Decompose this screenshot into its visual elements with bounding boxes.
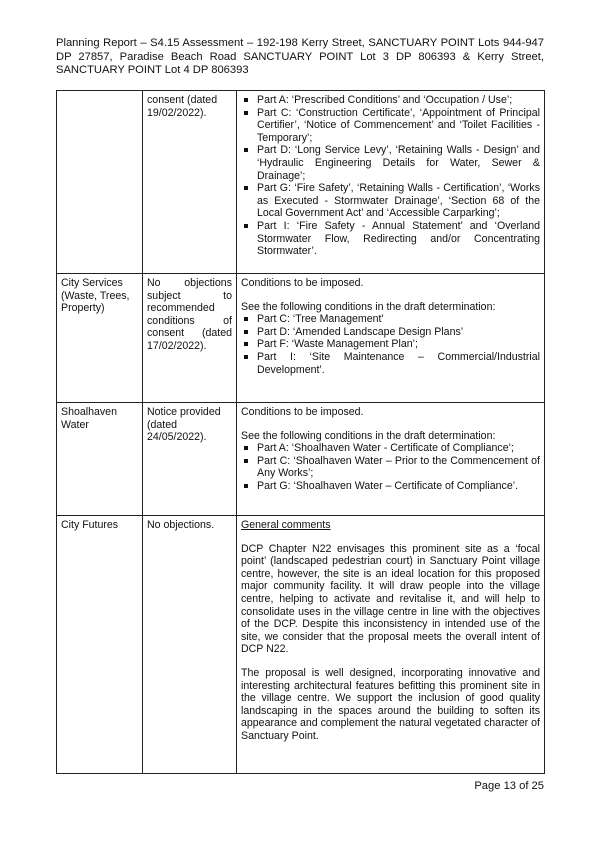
comments-cell (237, 403, 545, 516)
comments-cell (237, 516, 545, 774)
condition-list (241, 313, 540, 376)
list-item: Part C: ‘Tree Management’ (241, 313, 540, 326)
comment-heading: General comments (241, 519, 331, 531)
comment-text: See the following conditions in the draft determination: (241, 300, 496, 313)
comment-text: See the following conditions in the draft determination: (241, 429, 496, 442)
dept-cell: City Services (Waste, Trees, Property) (57, 274, 143, 403)
comment-text: Conditions to be imposed. (241, 277, 364, 289)
list-item: Part C: ‘Shoalhaven Water – Prior to the Commencement of Any Works’; (241, 455, 540, 480)
dept-cell: City Futures (57, 516, 143, 774)
table-row (57, 274, 545, 403)
response-cell: Notice provided (dated 24/05/2022). (143, 403, 237, 516)
condition-list (241, 442, 540, 492)
list-item: Part I: ‘Fire Safety - Annual Statement’ and ‘Overland Stormwater Flow, Redirecting and/or Concentrating Stormwater’. (241, 220, 540, 258)
list-item: Part F: ‘Waste Management Plan’; (241, 338, 540, 351)
referral-table (56, 90, 545, 774)
comment-text: DCP Chapter N22 envisages this prominent site as a ‘focal point’ (landscaped pedestrian court) in Sanctuary Point village centre, however, the site is an ideal location for this proposed major community facility. It will draw people into the village centre, helping to activate and revitalise it, and will help to consolidate uses in the village centre in line with the objectives of the DCP. Despite this inconsistency in intended use of the site, we consider that the proposal meets the overall intent of DCP N22. (241, 542, 540, 656)
list-item: Part I: ‘Site Maintenance – Commercial/Industrial Development’. (241, 351, 540, 376)
comment-text: The proposal is well designed, incorporating innovative and interesting architectural features befitting this prominent site in the village centre. We support the inclusion of good quality landscaping in the spaces around the building to soften its appearance and complement the natural vegetated character of Sanctuary Point. (241, 666, 540, 742)
response-cell: consent (dated 19/02/2022). (143, 91, 237, 274)
condition-list (241, 94, 540, 258)
list-item: Part A: ‘Shoalhaven Water - Certificate of Compliance’; (241, 442, 540, 455)
dept-cell (57, 91, 143, 274)
table-row (57, 516, 545, 774)
table-row (57, 91, 545, 274)
response-cell: No objections. (143, 516, 237, 774)
table-row (57, 403, 545, 516)
page-number: Page 13 of 25 (474, 780, 544, 792)
page-header: Planning Report – S4.15 Assessment – 192-198 Kerry Street, SANCTUARY POINT Lots 944-947 DP 27857, Paradise Beach Road SANCTUARY POINT Lot 3 DP 806393 & Kerry Street, SANCTUARY POINT Lot 4 DP 806393 (56, 37, 544, 77)
comments-cell (237, 91, 545, 274)
list-item: Part G: ‘Shoalhaven Water – Certificate of Compliance’. (241, 480, 540, 493)
response-cell: No objections subject to recommended conditions of consent (dated 17/02/2022). (143, 274, 237, 403)
list-item: Part D: ‘Long Service Levy’, ‘Retaining Walls - Design’ and ‘Hydraulic Engineering Details for Water, Sewer & Drainage’; (241, 144, 540, 182)
list-item: Part G: ‘Fire Safety’, ‘Retaining Walls - Certification’, ‘Works as Executed - Stormwater Drainage’, ‘Section 68 of the Local Government Act’ and ‘Accessible Carparking’; (241, 182, 540, 220)
list-item: Part D: ‘Amended Landscape Design Plans’ (241, 326, 540, 339)
dept-cell: Shoalhaven Water (57, 403, 143, 516)
list-item: Part C: ‘Construction Certificate’, ‘Appointment of Principal Certifier’, ‘Notice of Commencement’ and ‘Toilet Facilities - Temporary’; (241, 107, 540, 145)
comment-text: Conditions to be imposed. (241, 406, 364, 418)
comments-cell (237, 274, 545, 403)
list-item: Part A: ‘Prescribed Conditions’ and ‘Occupation / Use’; (241, 94, 540, 107)
